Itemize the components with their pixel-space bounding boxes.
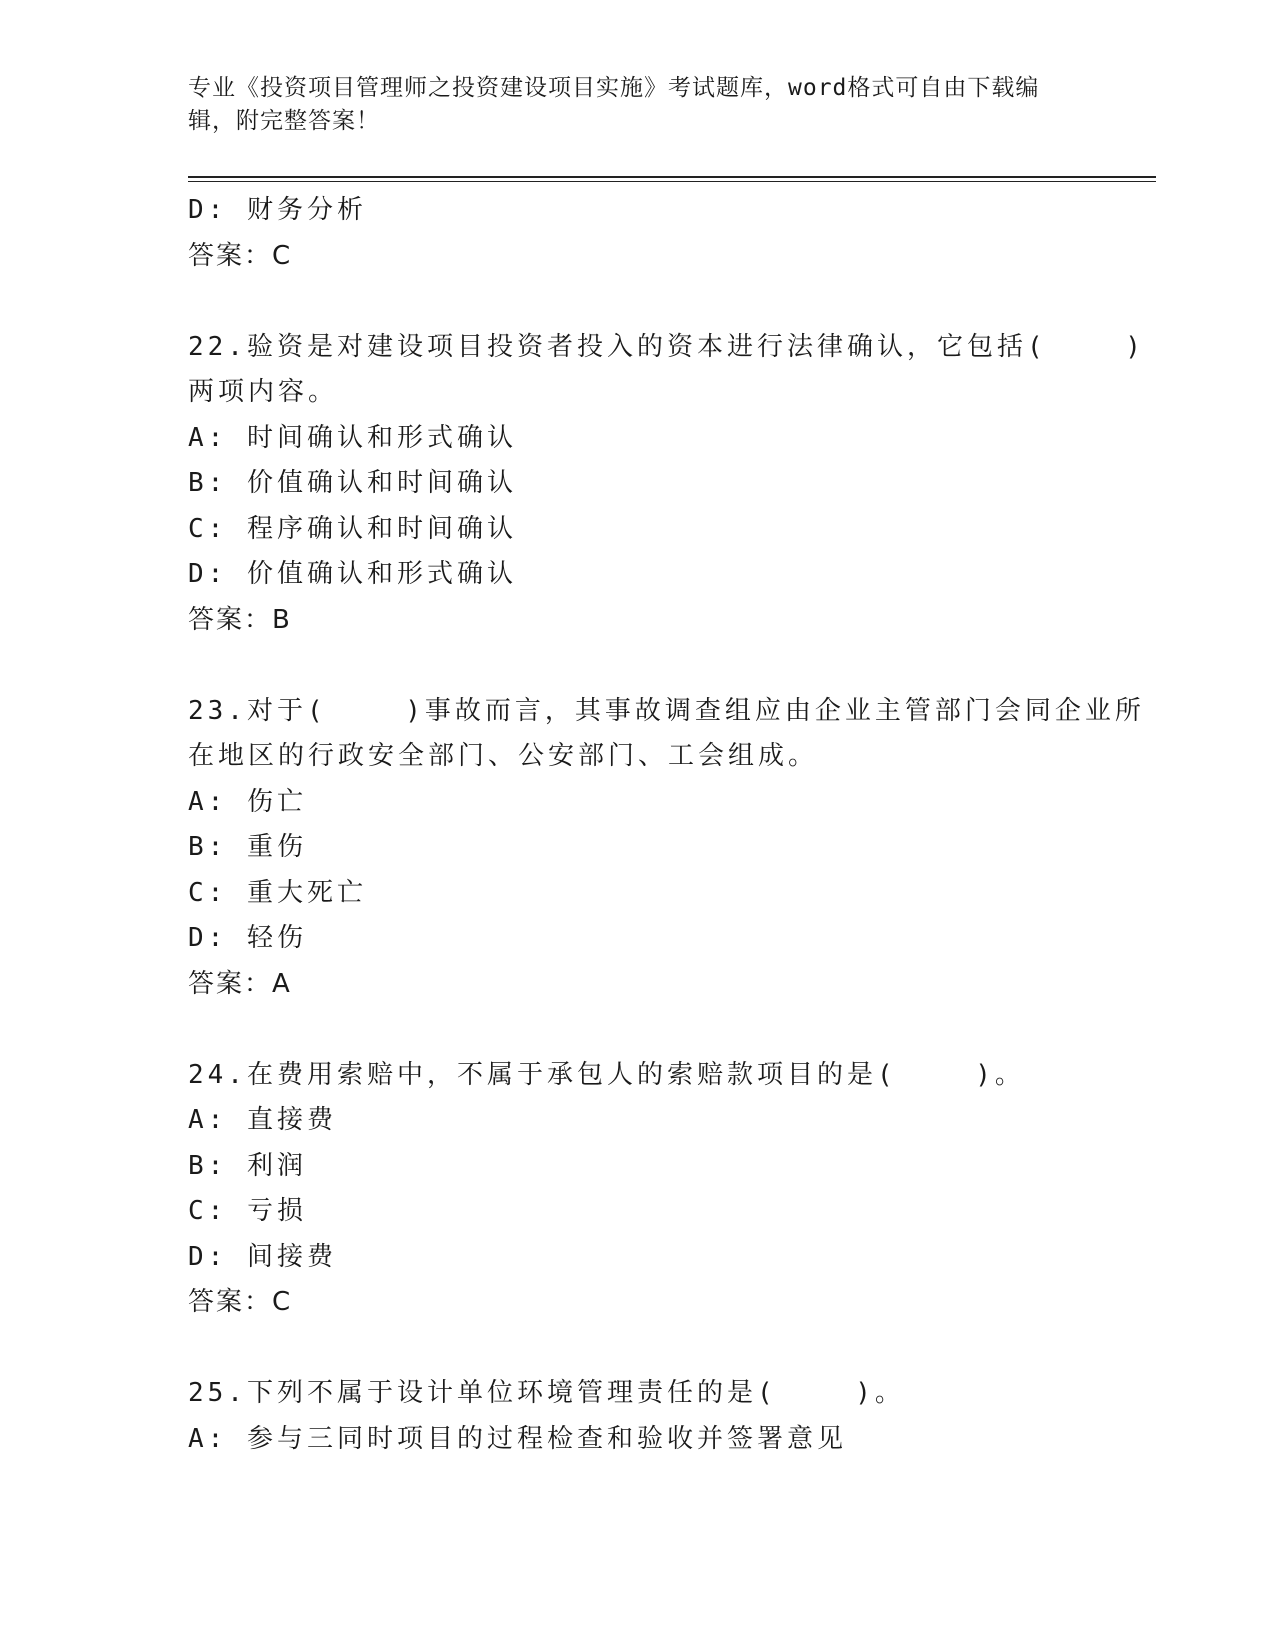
answer-line: 答案：A: [188, 968, 292, 999]
option-c: C: 程序确认和时间确认: [188, 513, 517, 544]
question-stem: 在地区的行政安全部门、公安部门、工会组成。: [188, 741, 819, 771]
option-d: D: 财务分析: [188, 195, 367, 225]
option-c: C: 亏损: [188, 1196, 307, 1226]
question-content: [188, 188, 1145, 1462]
header-line-2: 辑，附完整答案！: [188, 108, 380, 134]
question-22: [188, 325, 1145, 644]
header-line-1: 专业《投资项目管理师之投资建设项目实施》考试题库，word格式可自由下载编: [188, 75, 1040, 101]
question-24: [188, 1053, 1088, 1326]
option-c: C: 重大死亡: [188, 877, 367, 908]
header-divider-thick: [188, 176, 1156, 178]
spacer: [188, 643, 1088, 689]
option-a: A: 参与三同时项目的过程检查和验收并签署意见: [188, 1423, 847, 1454]
document-header: [188, 72, 1068, 138]
option-d: D: 轻伤: [188, 923, 307, 953]
option-d: D: 间接费: [188, 1241, 337, 1272]
question-stem: 25.下列不属于设计单位环境管理责任的是( )。: [188, 1378, 905, 1408]
spacer: [188, 1007, 1088, 1053]
answer-line: 答案：C: [188, 1287, 293, 1317]
option-b: B: 利润: [188, 1150, 307, 1181]
answer-line: 答案：C: [188, 240, 293, 271]
option-b: B: 价值确认和时间确认: [188, 468, 517, 498]
spacer: [188, 1326, 1088, 1372]
option-b: B: 重伤: [188, 832, 307, 862]
question-stem: 22.验资是对建设项目投资者投入的资本进行法律确认，它包括( ): [188, 331, 1145, 362]
spacer: [188, 279, 1088, 325]
option-a: A: 伤亡: [188, 786, 307, 817]
header-divider-thin: [188, 181, 1156, 182]
option-a: A: 直接费: [188, 1105, 337, 1135]
question-stem: 24.在费用索赔中，不属于承包人的索赔款项目的是( )。: [188, 1059, 1025, 1090]
option-d: D: 价值确认和形式确认: [188, 559, 517, 589]
question-23: [188, 689, 1145, 1008]
question-25: [188, 1371, 1088, 1462]
question-stem: 两项内容。: [188, 377, 339, 407]
answer-line: 答案：B: [188, 604, 292, 635]
question-stem: 23.对于( )事故而言，其事故调查组应由企业主管部门会同企业所: [188, 695, 1145, 726]
option-a: A: 时间确认和形式确认: [188, 422, 517, 453]
